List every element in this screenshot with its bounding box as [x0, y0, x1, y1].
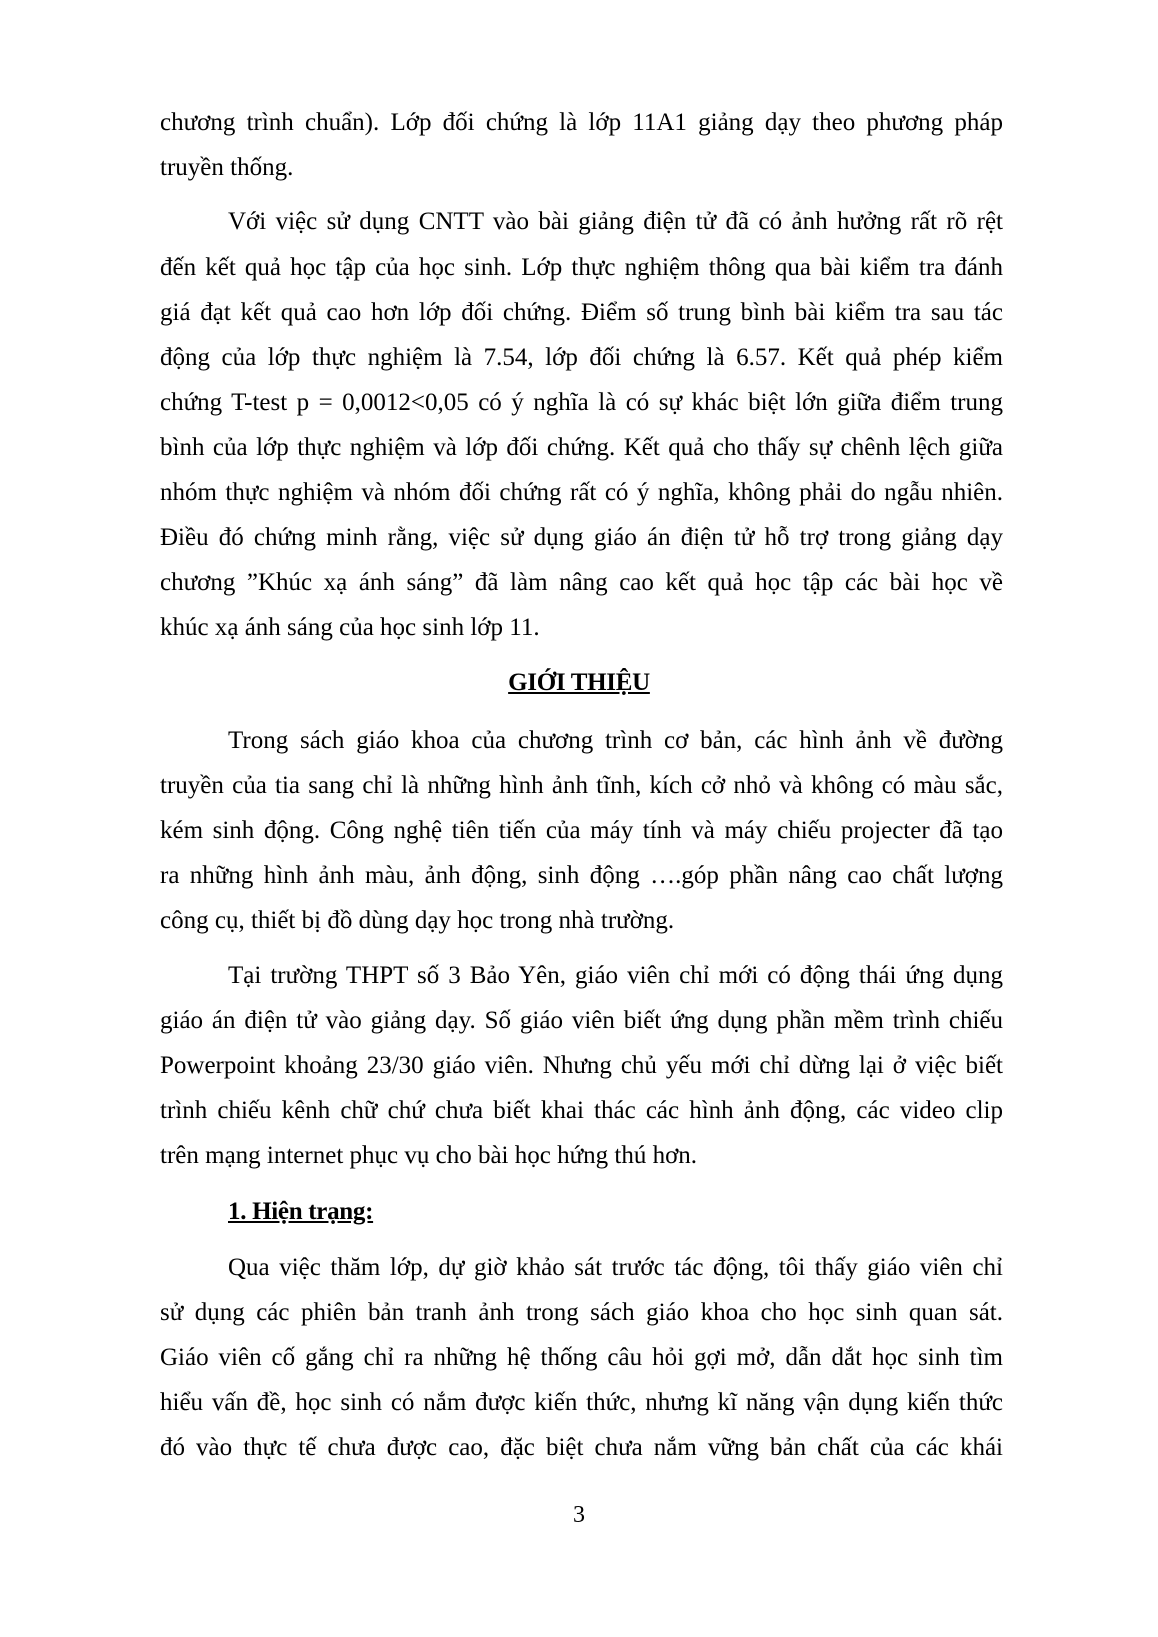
- page-number: 3: [573, 1502, 585, 1528]
- text-line: chương ”Khúc xạ ánh sáng” đã làm nâng cao kết quả học tập các bài học về: [160, 569, 1003, 596]
- text-line: nhóm thực nghiệm và nhóm đối chứng rất có ý nghĩa, không phải do ngẫu nhiên.: [160, 479, 1003, 506]
- text-line: Điều đó chứng minh rằng, việc sử dụng giáo án điện tử hỗ trợ trong giảng dạy: [160, 524, 1003, 551]
- text-line: kém sinh động. Công nghệ tiên tiến của máy tính và máy chiếu projecter đã tạo: [160, 817, 1003, 844]
- text-line: truyền của tia sang chỉ là những hình ảnh tĩnh, kích cở nhỏ và không có màu sắc,: [160, 772, 1003, 799]
- section-heading-gioi-thieu: GIỚI THIỆU: [508, 669, 650, 696]
- text-line: đó vào thực tế chưa được cao, đặc biệt chưa nắm vững bản chất của các khái: [160, 1434, 1003, 1461]
- text-line: công cụ, thiết bị đồ dùng dạy học trong nhà trường.: [160, 907, 675, 934]
- text-line: Trong sách giáo khoa của chương trình cơ bản, các hình ảnh về đường: [228, 727, 1003, 754]
- text-line: Tại trường THPT số 3 Bảo Yên, giáo viên chỉ mới có động thái ứng dụng: [228, 962, 1003, 989]
- text-line: sử dụng các phiên bản tranh ảnh trong sách giáo khoa cho học sinh quan sát.: [160, 1299, 1003, 1326]
- text-line: chứng T-test p = 0,0012<0,05 có ý nghĩa là có sự khác biệt lớn giữa điểm trung: [160, 389, 1003, 416]
- text-line: giáo án điện tử vào giảng dạy. Số giáo viên biết ứng dụng phần mềm trình chiếu: [160, 1007, 1003, 1034]
- text-line: Với việc sử dụng CNTT vào bài giảng điện tử đã có ảnh hưởng rất rõ rệt: [228, 208, 1003, 235]
- text-line: trên mạng internet phục vụ cho bài học hứng thú hơn.: [160, 1142, 698, 1169]
- text-line: truyền thống.: [160, 154, 294, 181]
- text-line: Qua việc thăm lớp, dự giờ khảo sát trước tác động, tôi thấy giáo viên chỉ: [228, 1254, 1003, 1281]
- text-line: giá đạt kết quả cao hơn lớp đối chứng. Điểm số trung bình bài kiểm tra sau tác: [160, 299, 1003, 326]
- text-line: trình chiếu kênh chữ chứ chưa biết khai thác các hình ảnh động, các video clip: [160, 1097, 1003, 1124]
- text-line: ra những hình ảnh màu, ảnh động, sinh động ….góp phần nâng cao chất lượng: [160, 862, 1003, 889]
- text-line: hiểu vấn đề, học sinh có nắm được kiến thức, nhưng kĩ năng vận dụng kiến thức: [160, 1389, 1003, 1416]
- text-line: bình của lớp thực nghiệm và lớp đối chứng. Kết quả cho thấy sự chênh lệch giữa: [160, 434, 1003, 461]
- text-line: chương trình chuẩn). Lớp đối chứng là lớp 11A1 giảng dạy theo phương pháp: [160, 109, 1003, 136]
- text-line: Giáo viên cố gắng chỉ ra những hệ thống câu hỏi gợi mở, dẫn dắt học sinh tìm: [160, 1344, 1003, 1371]
- text-line: khúc xạ ánh sáng của học sinh lớp 11.: [160, 614, 540, 641]
- text-line: đến kết quả học tập của học sinh. Lớp thực nghiệm thông qua bài kiểm tra đánh: [160, 254, 1003, 281]
- section-subheading-hien-trang: 1. Hiện trạng:: [228, 1198, 374, 1225]
- text-line: Powerpoint khoảng 23/30 giáo viên. Nhưng chủ yếu mới chỉ dừng lại ở việc biết: [160, 1052, 1003, 1079]
- text-line: động của lớp thực nghiệm là 7.54, lớp đối chứng là 6.57. Kết quả phép kiểm: [160, 344, 1003, 371]
